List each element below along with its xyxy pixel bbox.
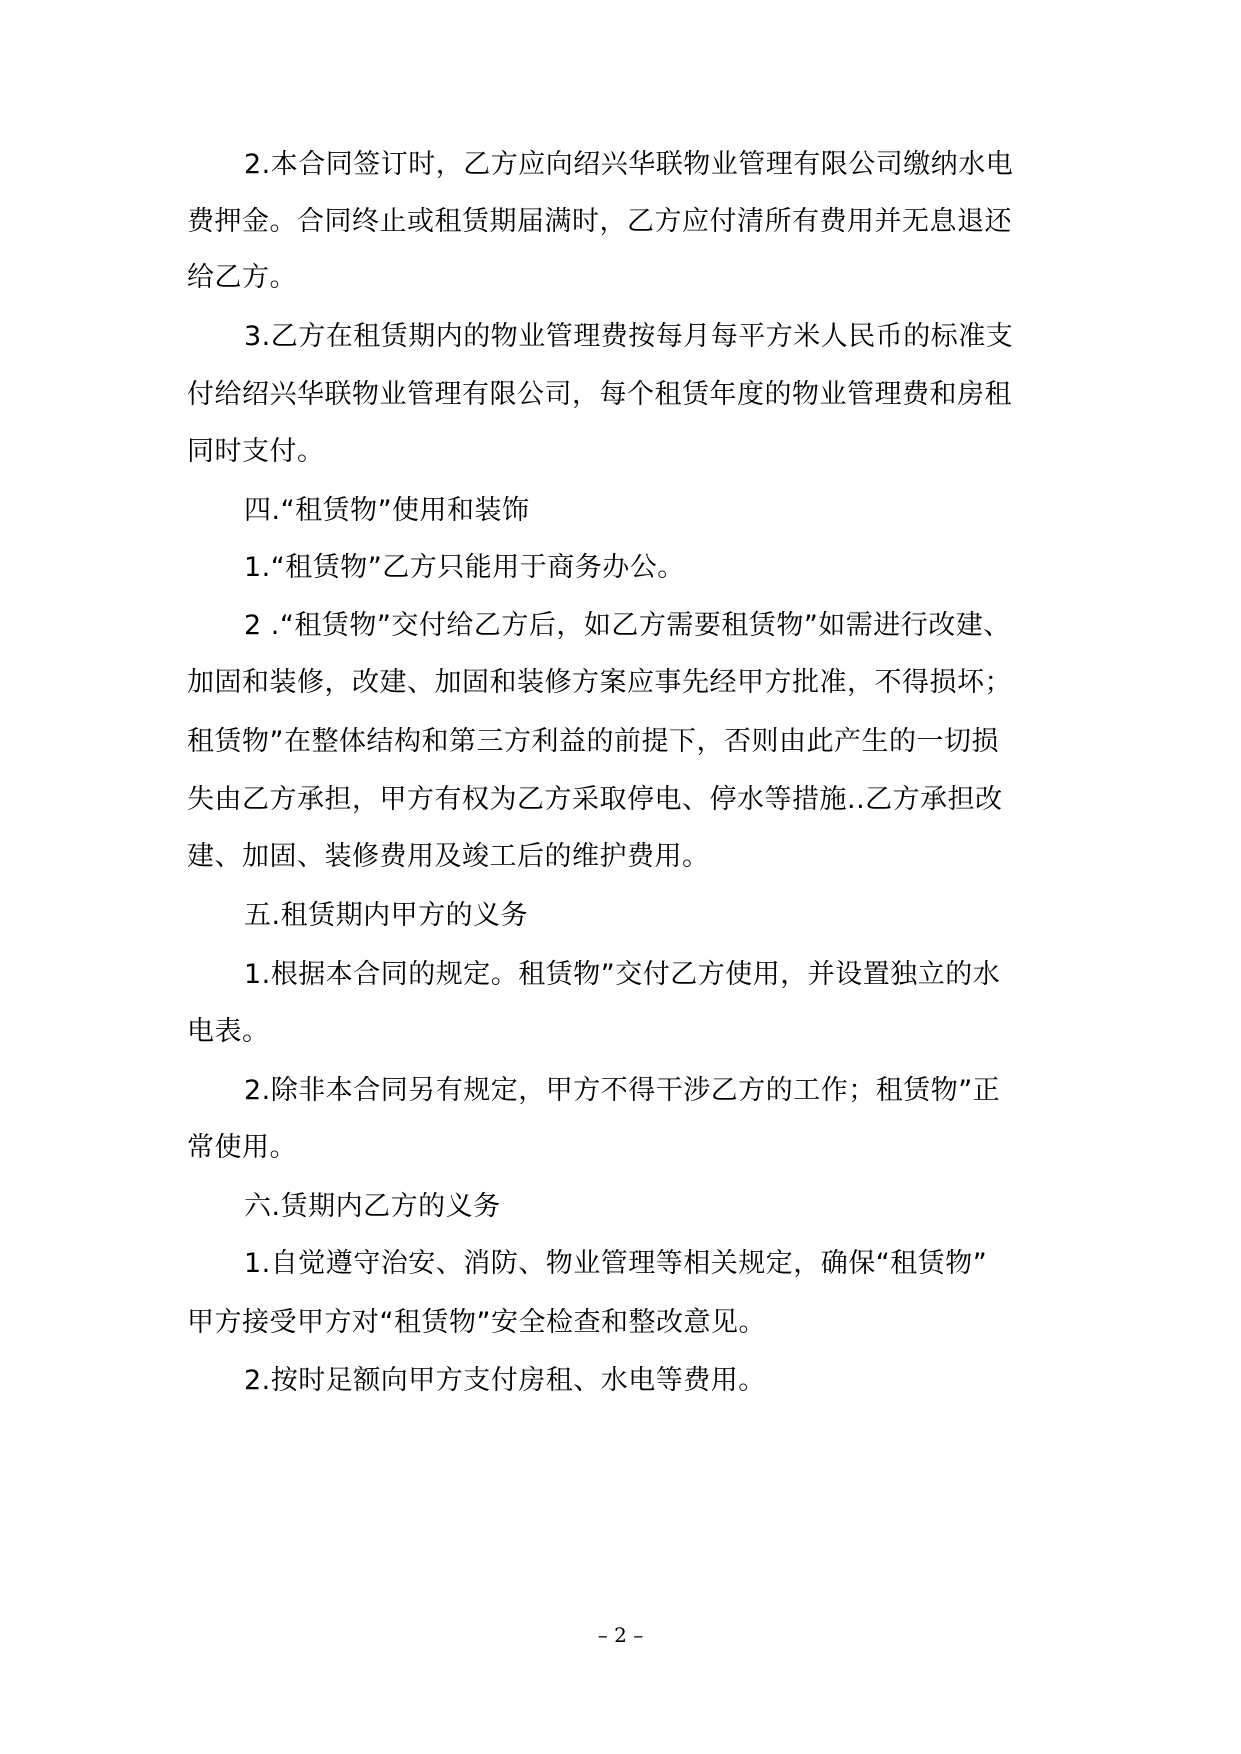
- paragraph-line: 1.自觉遵守治安、消防、物业管理等相关规定，确保“租赁物”: [244, 1248, 988, 1279]
- paragraph-line: 甲方接受甲方对“租赁物”安全检查和整改意见。: [187, 1307, 766, 1338]
- paragraph-line: 2.除非本合同另有规定，甲方不得干涉乙方的工作；租赁物”正: [244, 1075, 1001, 1106]
- paragraph-line: 电表。: [187, 1016, 270, 1047]
- paragraph-line: 3.乙方在租赁期内的物业管理费按每月每平方米人民币的标准支: [244, 321, 1014, 352]
- paragraph-line: 费押金。合同终止或租赁期届满时，乙方应付清所有费用并无息退还: [187, 206, 1012, 237]
- paragraph-line: 同时支付。: [187, 436, 325, 467]
- page-number: – 2 –: [597, 1623, 644, 1647]
- paragraph-line: 1.“租赁物”乙方只能用于商务办公。: [244, 552, 685, 583]
- section-heading: 四.“租赁物”使用和装饰: [244, 495, 530, 526]
- paragraph-line: 1.根据本合同的规定。租赁物”交付乙方使用，并设置独立的水: [244, 959, 1001, 990]
- paragraph-line: 2 .“租赁物”交付给乙方后，如乙方需要租赁物”如需进行改建、: [244, 610, 1011, 641]
- paragraph-line: 常使用。: [187, 1132, 297, 1163]
- paragraph-line: 加固和装修，改建、加固和装修方案应事先经甲方批准，不得损坏；: [187, 667, 1012, 698]
- paragraph-line: 给乙方。: [187, 262, 297, 293]
- section-heading: 五.租赁期内甲方的义务: [244, 900, 529, 931]
- paragraph-line: 失由乙方承担，甲方有权为乙方采取停电、停水等措施..乙方承担改: [187, 784, 1003, 815]
- paragraph-line: 付给绍兴华联物业管理有限公司，每个租赁年度的物业管理费和房租: [187, 379, 1012, 410]
- paragraph-line: 2.按时足额向甲方支付房租、水电等费用。: [244, 1365, 766, 1396]
- paragraph-line: 租赁物”在整体结构和第三方利益的前提下，否则由此产生的一切损: [187, 726, 999, 757]
- section-heading: 六.赁期内乙方的义务: [244, 1191, 501, 1222]
- paragraph-line: 建、加固、装修费用及竣工后的维护费用。: [187, 841, 710, 872]
- paragraph-line: 2.本合同签订时，乙方应向绍兴华联物业管理有限公司缴纳水电: [244, 149, 1014, 180]
